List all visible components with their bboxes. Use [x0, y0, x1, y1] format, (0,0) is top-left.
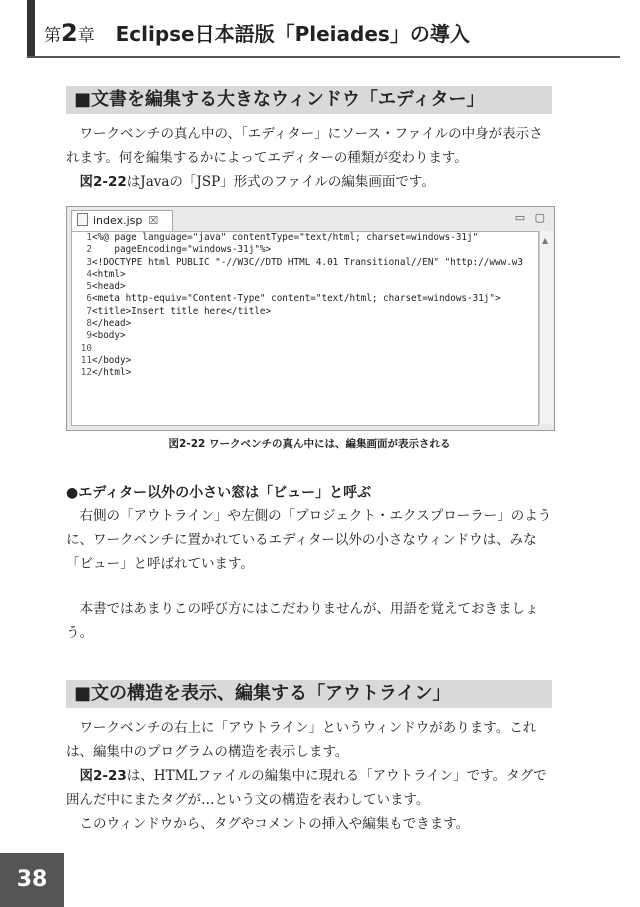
figure-ref: 図2-22 — [79, 174, 127, 190]
editor-tab[interactable] — [71, 210, 173, 231]
section-heading-editor: ■文書を編集する大きなウィンドウ「エディター」 — [66, 86, 552, 114]
line-number: 12 — [80, 367, 92, 379]
line-number: 6 — [86, 293, 92, 305]
line-number: 10 — [80, 342, 92, 354]
chapter-number: 2 — [61, 19, 78, 47]
line-number: 5 — [86, 281, 92, 293]
line-number: 8 — [86, 318, 92, 330]
line-number: 1 — [86, 232, 92, 243]
paragraph: 右側の「アウトライン」や左側の「プロジェクト・エクスプローラー」のように、ワークベンチに置かれているエディター以外の小さなウィンドウは、みな「ビュー」と呼ばれています。 — [66, 508, 552, 572]
subsection-heading: ●エディター以外の小さい窓は「ビュー」と呼ぶ — [66, 485, 372, 501]
paragraph — [66, 764, 552, 812]
code-text: <html> — [92, 268, 126, 280]
line-number: 11 — [80, 354, 92, 366]
code-line[interactable] — [72, 343, 538, 355]
vertical-scrollbar[interactable] — [539, 231, 553, 424]
code-text: <head> — [92, 281, 126, 293]
line-number: 7 — [86, 305, 92, 317]
paragraph — [66, 170, 552, 194]
chapter-bar — [27, 0, 35, 56]
scroll-up-icon[interactable]: ▲ — [542, 236, 549, 245]
code-text: </html> — [92, 367, 132, 379]
close-icon[interactable]: ☒ — [148, 214, 159, 227]
paragraph: ワークベンチの真ん中の、「エディター」にソース・ファイルの中身が表示されます。何を編集するかによってエディターの種類が変わります。 — [66, 126, 543, 166]
section-outline-body — [66, 716, 552, 836]
code-line[interactable] — [72, 330, 538, 342]
chapter-title — [44, 18, 470, 47]
paragraph-text: は、HTMLファイルの編集中に現れる「アウトライン」です。タグで囲んだ中にまたタグが…という文の構造を表わしています。 — [66, 768, 547, 808]
editor-screenshot — [66, 206, 555, 431]
code-line[interactable] — [72, 232, 538, 244]
page-number: 38 — [0, 853, 64, 907]
section-editor-body — [66, 122, 552, 194]
tab-label: index.jsp — [93, 214, 143, 227]
code-line[interactable] — [72, 318, 538, 330]
code-line[interactable] — [72, 367, 538, 379]
code-text: <title>Insert title here</title> — [92, 305, 272, 317]
window-buttons[interactable]: ▭ ▢ — [514, 211, 548, 224]
code-line[interactable] — [72, 293, 538, 305]
line-number: 9 — [86, 330, 92, 342]
code-area[interactable] — [71, 231, 539, 426]
file-icon — [77, 213, 88, 226]
subsection-body — [66, 504, 552, 576]
line-number: 3 — [86, 256, 92, 268]
code-line[interactable] — [72, 306, 538, 318]
code-text: </body> — [92, 354, 132, 366]
figure-ref: 図2-23 — [79, 768, 127, 784]
chapter-suffix: 章 — [77, 26, 95, 46]
figure-caption: 図2-22 ワークベンチの真ん中には、編集画面が表示される — [168, 438, 451, 450]
code-line[interactable] — [72, 257, 538, 269]
code-text: pageEncoding="windows-31j"%> — [92, 244, 272, 256]
line-number: 2 — [86, 244, 92, 256]
code-text: <!DOCTYPE html PUBLIC "-//W3C//DTD HTML 4.01 Transitional//EN" "http://www.w3 — [92, 256, 523, 268]
chapter-name: Eclipse日本語版「Pleiades」の導入 — [115, 22, 470, 46]
code-line[interactable] — [72, 269, 538, 281]
code-line[interactable] — [72, 355, 538, 367]
line-number: 4 — [86, 268, 92, 280]
code-text: <%@ page language="java" contentType="text/html; charset=windows-31j" — [92, 232, 479, 243]
paragraph: 本書ではあまりこの呼び方にはこだわりませんが、用語を覚えておきましょう。 — [66, 601, 539, 641]
code-line[interactable] — [72, 281, 538, 293]
section-heading-outline: ■文の構造を表示、編集する「アウトライン」 — [66, 680, 552, 708]
paragraph-text: はJavaの「JSP」形式のファイルの編集画面です。 — [126, 174, 435, 190]
chapter-rule — [27, 56, 620, 58]
code-text: <body> — [92, 330, 126, 342]
chapter-prefix: 第 — [44, 26, 61, 46]
paragraph: このウィンドウから、タグやコメントの挿入や編集もできます。 — [79, 816, 470, 832]
subsection-body-2 — [66, 597, 552, 645]
paragraph: ワークベンチの右上に「アウトライン」というウィンドウがあります。これは、編集中のプログラムの構造を表示します。 — [66, 720, 537, 760]
code-line[interactable] — [72, 244, 538, 256]
code-text: </head> — [92, 318, 132, 330]
code-text: <meta http-equiv="Content-Type" content="text/html; charset=windows-31j"> — [92, 293, 501, 305]
